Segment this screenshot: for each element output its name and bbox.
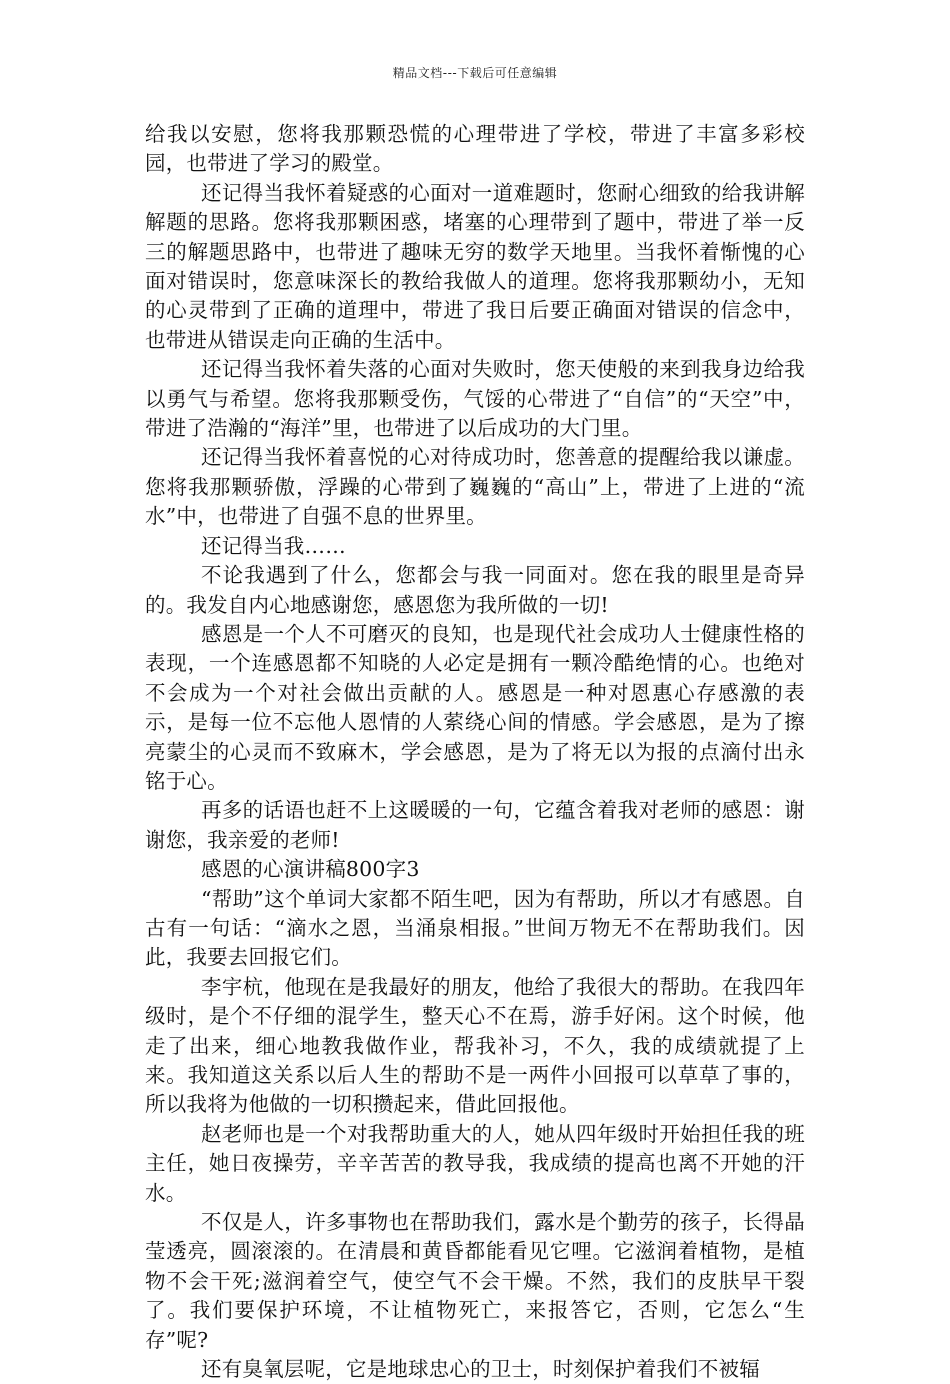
paragraph: 李宇杭，他现在是我最好的朋友，他给了我很大的帮助。在我四年级时，是个不仔细的混学生，整天心不在焉，游手好闲。这个时候，他走了出来，细心地教我做作业，帮我补习，不久，我的成绩就提了上来。我知道这关系以后人生的帮助不是一两件小回报可以草草了事的，所以我将为他做的一切积攒起来，借此回报他。 — [145, 974, 805, 1117]
paragraph: 还有臭氧层呢，它是地球忠心的卫士，时刻保护着我们不被辐 — [201, 1357, 760, 1382]
page-header: 精品文档---下载后可任意编辑 — [392, 66, 558, 80]
paragraph: “帮助”这个单词大家都不陌生吧，因为有帮助，所以才有感恩。自古有一句话：“滴水之恩，当涌泉相报。”世间万物无不在帮助我们。因此，我要去回报它们。 — [145, 886, 805, 970]
paragraph: 还记得当我怀着失落的心面对失败时，您天使般的来到我身边给我以勇气与希望。您将我那颗受伤，气馁的心带进了“自信”的“天空”中，带进了浩瀚的“海洋”里，也带进了以后成功的大门里。 — [145, 357, 805, 441]
paragraph: 不论我遇到了什么，您都会与我一同面对。您在我的眼里是奇异的。我发自内心地感谢您，感恩您为我所做的一切! — [145, 563, 805, 617]
paragraph: 给我以安慰，您将我那颗恐慌的心理带进了学校，带进了丰富多彩校园，也带进了学习的殿堂。 — [145, 122, 805, 176]
paragraph: 还记得当我…… — [201, 533, 346, 558]
paragraph: 还记得当我怀着疑惑的心面对一道难题时，您耐心细致的给我讲解解题的思路。您将我那颗困惑，堵塞的心理带到了题中，带进了举一反三的解题思路中，也带进了趣味无穷的数学天地里。当我怀着惭愧的心面对错误时，您意味深长的教给我做人的道理。您将我那颗幼小，无知的心灵带到了正确的道理中，带进了我日后要正确面对错误的信念中，也带进从错误走向正确的生活中。 — [145, 180, 805, 352]
paragraph: 不仅是人，许多事物也在帮助我们，露水是个勤劳的孩子，长得晶莹透亮，圆滚滚的。在清晨和黄昏都能看见它哩。它滋润着植物，是植物不会干死;滋润着空气，使空气不会干燥。不然，我们的皮肤早干裂了。我们要保护环境，不让植物死亡，来报答它，否则，它怎么“生存”呢? — [145, 1210, 805, 1352]
paragraph: 赵老师也是一个对我帮助重大的人，她从四年级时开始担任我的班主任，她日夜操劳，辛辛苦苦的教导我，我成绩的提高也离不开她的汗水。 — [145, 1121, 805, 1205]
document-body — [145, 120, 805, 1384]
section-heading: 感恩的心演讲稿800字3 — [201, 857, 420, 882]
paragraph: 感恩是一个人不可磨灭的良知，也是现代社会成功人士健康性格的表现，一个连感恩都不知晓的人必定是拥有一颗冷酷绝情的心。也绝对不会成为一个对社会做出贡献的人。感恩是一种对恩惠心存感激的表示，是每一位不忘他人恩情的人萦绕心间的情感。学会感恩，是为了擦亮蒙尘的心灵而不致麻木，学会感恩，是为了将无以为报的点滴付出永铭于心。 — [145, 621, 805, 793]
paragraph: 还记得当我怀着喜悦的心对待成功时，您善意的提醒给我以谦虚。您将我那颗骄傲，浮躁的心带到了巍巍的“高山”上，带进了上进的“流水”中，也带进了自强不息的世界里。 — [145, 445, 805, 529]
paragraph: 再多的话语也赶不上这暖暖的一句，它蕴含着我对老师的感恩：谢谢您，我亲爱的老师! — [145, 798, 805, 852]
